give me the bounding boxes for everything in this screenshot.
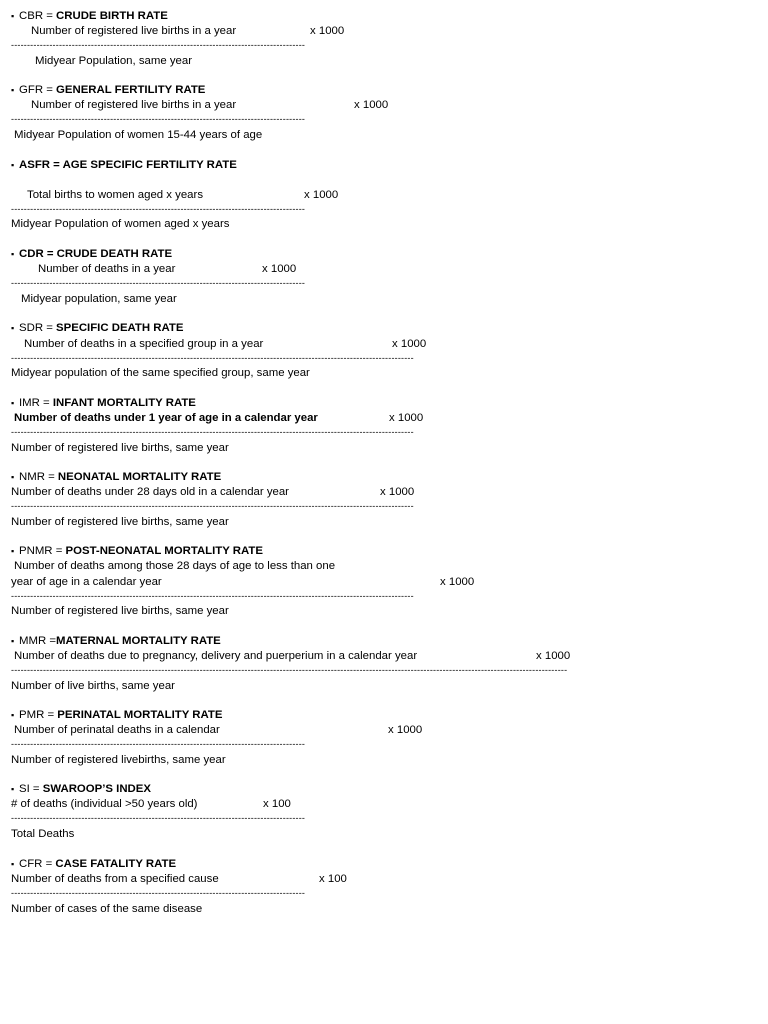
- fraction-divider: ------------------------------------------------------------------------------------------------------------------------------: [11, 353, 414, 363]
- formula-numerator: # of deaths (individual >50 years old): [11, 798, 198, 810]
- formula-name: PERINATAL MORTALITY RATE: [57, 709, 223, 721]
- formula-numerator: Number of deaths under 28 days old in a calendar year: [11, 486, 289, 498]
- formula-numerator: Total births to women aged x years: [27, 189, 204, 201]
- formula-abbr: CDR =: [19, 248, 57, 260]
- formula-multiplier: x 100: [263, 798, 291, 810]
- bullet-icon: ▪: [11, 710, 15, 720]
- formula-denominator: Number of cases of the same disease: [11, 903, 203, 915]
- formula-numerator: Number of deaths in a year: [38, 263, 176, 275]
- bullet-icon: ▪: [11, 323, 15, 333]
- formula-denominator: Total Deaths: [11, 828, 75, 840]
- formula-multiplier: x 1000: [354, 99, 389, 111]
- bullet-icon: ▪: [11, 546, 15, 556]
- bullet-icon: ▪: [11, 472, 15, 482]
- formula-numerator: Number of deaths in a specified group in a year: [24, 338, 264, 350]
- formula-denominator: Number of registered livebirths, same year: [11, 754, 226, 766]
- formula-header: [11, 9, 168, 23]
- bullet-icon: ▪: [11, 11, 15, 21]
- formula-header: [11, 321, 183, 335]
- formula-abbr: ASFR =: [19, 159, 63, 171]
- formula-multiplier: x 1000: [262, 263, 297, 275]
- formula-multiplier: x 100: [319, 873, 347, 885]
- formula-numerator: Number of deaths among those 28 days of age to less than one: [14, 560, 336, 572]
- formula-name: CASE FATALITY RATE: [55, 858, 177, 870]
- bullet-icon: ▪: [11, 398, 15, 408]
- formula-abbr: PMR =: [19, 709, 58, 721]
- formula-abbr: CFR =: [19, 858, 56, 870]
- formula-name: NEONATAL MORTALITY RATE: [57, 471, 222, 483]
- formula-header: [11, 396, 196, 410]
- bullet-icon: ▪: [11, 85, 15, 95]
- fraction-divider: --------------------------------------------------------------------------------------------: [11, 40, 306, 50]
- fraction-divider: ------------------------------------------------------------------------------------------------------------------------------------------------------------------------------: [11, 665, 568, 675]
- formula-denominator: Midyear Population of women 15-44 years of age: [14, 129, 263, 141]
- formula-header: [11, 857, 176, 871]
- formula-name: SPECIFIC DEATH RATE: [56, 322, 184, 334]
- formula-numerator: Number of registered live births in a year: [31, 25, 237, 37]
- fraction-divider: --------------------------------------------------------------------------------------------: [11, 739, 306, 749]
- formula-header: [11, 247, 172, 261]
- formula-numerator: Number of perinatal deaths in a calendar: [14, 724, 220, 736]
- formula-name: INFANT MORTALITY RATE: [52, 397, 196, 409]
- formula-abbr: CBR =: [19, 10, 57, 22]
- formula-header: [11, 634, 221, 648]
- formula-abbr: SI =: [19, 783, 43, 795]
- formula-header: [11, 544, 263, 558]
- formula-numerator: Number of registered live births in a year: [31, 99, 237, 111]
- formula-name: CRUDE BIRTH RATE: [56, 10, 168, 22]
- bullet-icon: ▪: [11, 784, 15, 794]
- formula-denominator: Number of registered live births, same year: [11, 442, 229, 454]
- formula-multiplier: x 1000: [389, 412, 424, 424]
- formula-denominator: Number of registered live births, same year: [11, 516, 229, 528]
- formula-denominator: Number of registered live births, same year: [11, 605, 229, 617]
- formula-denominator: Midyear population, same year: [21, 293, 177, 305]
- formula-abbr: SDR =: [19, 322, 57, 334]
- formula-numerator: Number of deaths under 1 year of age in a calendar year: [14, 412, 318, 424]
- formula-header: [11, 83, 205, 97]
- formula-multiplier: x 1000: [388, 724, 423, 736]
- formula-abbr: MMR =: [19, 635, 57, 647]
- formula-multiplier: x 1000: [536, 650, 571, 662]
- formula-numerator-continued: year of age in a calendar year: [11, 576, 162, 588]
- formula-abbr: PNMR =: [19, 545, 66, 557]
- formula-multiplier: x 1000: [440, 576, 475, 588]
- bullet-icon: ▪: [11, 160, 15, 170]
- fraction-divider: ------------------------------------------------------------------------------------------------------------------------------: [11, 591, 414, 601]
- formula-header: [11, 708, 222, 722]
- fraction-divider: --------------------------------------------------------------------------------------------: [11, 888, 306, 898]
- fraction-divider: --------------------------------------------------------------------------------------------: [11, 204, 306, 214]
- formula-header: [11, 470, 221, 484]
- fraction-divider: ------------------------------------------------------------------------------------------------------------------------------: [11, 427, 414, 437]
- fraction-divider: --------------------------------------------------------------------------------------------: [11, 278, 306, 288]
- bullet-icon: ▪: [11, 249, 15, 259]
- formula-multiplier: x 1000: [380, 486, 415, 498]
- formula-header: [11, 782, 151, 796]
- formula-name: AGE SPECIFIC FERTILITY RATE: [62, 159, 237, 171]
- formula-abbr: GFR =: [19, 84, 57, 96]
- fraction-divider: --------------------------------------------------------------------------------------------: [11, 114, 306, 124]
- formula-name: MATERNAL MORTALITY RATE: [56, 635, 221, 647]
- formula-numerator: Number of deaths due to pregnancy, delivery and puerperium in a calendar year: [14, 650, 418, 662]
- formula-abbr: NMR =: [19, 471, 58, 483]
- fraction-divider: --------------------------------------------------------------------------------------------: [11, 813, 306, 823]
- formula-denominator: Midyear Population, same year: [35, 55, 193, 67]
- formula-numerator: Number of deaths from a specified cause: [11, 873, 219, 885]
- formula-header: [11, 158, 237, 172]
- formula-name: GENERAL FERTILITY RATE: [56, 84, 206, 96]
- bullet-icon: ▪: [11, 636, 15, 646]
- bullet-icon: ▪: [11, 859, 15, 869]
- formula-denominator: Number of live births, same year: [11, 680, 175, 692]
- formula-name: SWAROOP’S INDEX: [42, 783, 151, 795]
- formula-multiplier: x 1000: [392, 338, 427, 350]
- formula-multiplier: x 1000: [304, 189, 339, 201]
- formula-denominator: Midyear population of the same specified group, same year: [11, 367, 310, 379]
- formula-name: CRUDE DEATH RATE: [56, 248, 173, 260]
- formula-abbr: IMR =: [19, 397, 53, 409]
- fraction-divider: ------------------------------------------------------------------------------------------------------------------------------: [11, 501, 414, 511]
- formula-denominator: Midyear Population of women aged x years: [11, 218, 230, 230]
- formula-multiplier: x 1000: [310, 25, 345, 37]
- formula-name: POST-NEONATAL MORTALITY RATE: [65, 545, 263, 557]
